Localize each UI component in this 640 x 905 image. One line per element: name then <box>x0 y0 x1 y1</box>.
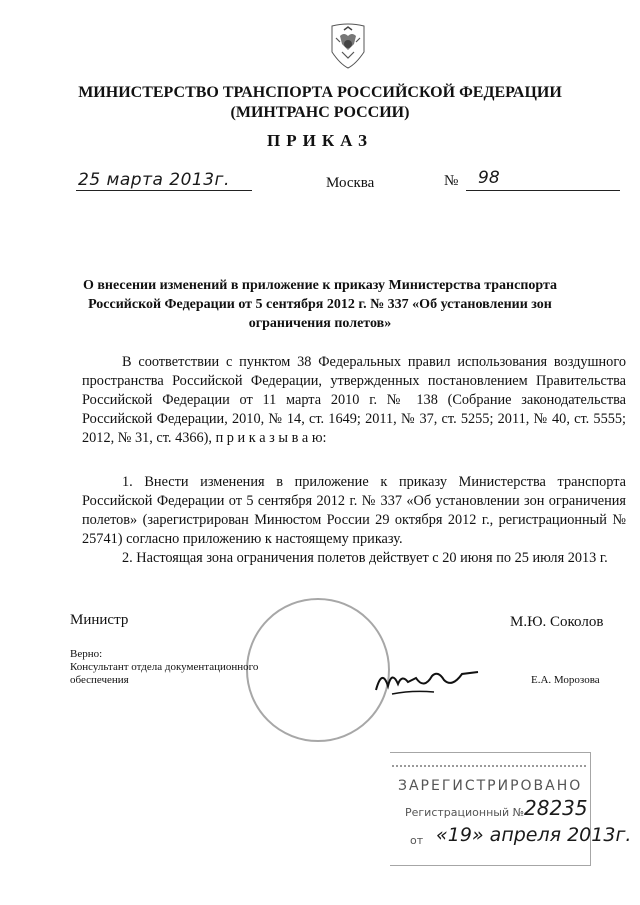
ministry-name: МИНИСТЕРСТВО ТРАНСПОРТА РОССИЙСКОЙ ФЕДЕРАЦИИ <box>78 84 562 101</box>
handwritten-signature-icon <box>372 660 482 700</box>
order-item-2: 2. Настоящая зона ограничения полетов действует с 20 июня по 25 июля 2013 г. <box>122 550 608 566</box>
registration-number-label: Регистрационный № <box>405 806 525 819</box>
subject-line: Российской Федерации от 5 сентября 2012 г. № 337 «Об установлении зон <box>88 297 552 312</box>
date-underline <box>76 190 252 191</box>
number-underline <box>466 190 620 191</box>
certifier-name: Е.А. Морозова <box>531 674 600 686</box>
certification-block <box>70 648 285 687</box>
subject-line: О внесении изменений в приложение к приказу Министерства транспорта <box>82 278 558 293</box>
preamble-paragraph: В соответствии с пунктом 38 Федеральных правил использования воздушного пространства Российской Федерации, утвержденных постановлением Правительства Российской Федерации от 11 марта 2010 г. № 138 (Собрание законодательства Российской Федерации, 2010, № 14, ст. 1649; 2011, № 37, ст. 5255; 2011, № 40, ст. 5555; 2012, № 31, ст. 4366), п р и к а з ы в а ю: <box>82 354 626 446</box>
registration-number: 28235 <box>524 796 588 820</box>
registration-date: «19» апреля 2013г. <box>436 824 632 846</box>
registration-title: ЗАРЕГИСТРИРОВАНО <box>398 778 583 794</box>
number-label: № <box>444 173 459 189</box>
order-item-1: 1. Внести изменения в приложение к приказу Министерства транспорта Российской Федерации от 5 сентября 2012 г. № 337 «Об установлении зон ограничения полетов» (зарегистрирован Минюстом России 29 октября 2012 г., регистрационный № 25741) согласно приложению к настоящему приказу. <box>82 474 626 547</box>
ministry-header <box>0 83 640 123</box>
document-type-title: ПРИКАЗ <box>267 131 373 150</box>
order-date: 25 марта 2013г. <box>78 170 230 190</box>
city: Москва <box>326 175 375 191</box>
ministry-short-name: (МИНТРАНС РОССИИ) <box>230 104 410 121</box>
coat-of-arms-emblem-icon <box>326 22 370 70</box>
signer-name: М.Ю. Соколов <box>510 614 604 630</box>
order-subject <box>0 276 640 333</box>
registration-date-prefix: от <box>410 834 424 847</box>
subject-line: ограничения полетов» <box>248 316 392 331</box>
signer-position: Министр <box>70 612 129 628</box>
certification-role: Консультант отдела документационного обеспечения <box>70 661 259 686</box>
certification-label: Верно: <box>70 648 103 660</box>
order-number: 98 <box>478 168 500 188</box>
